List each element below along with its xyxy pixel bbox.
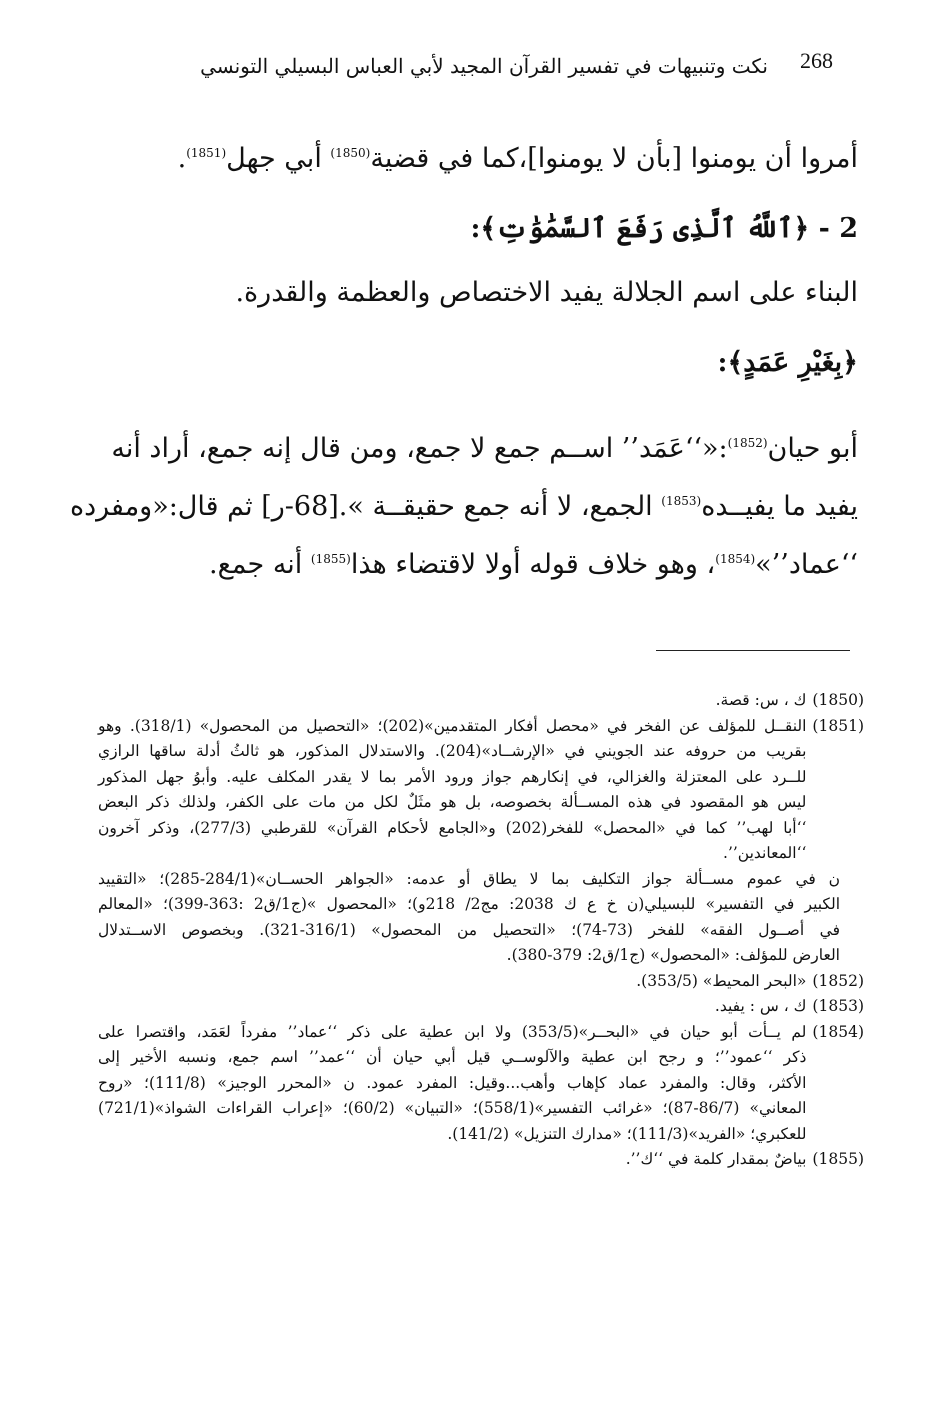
footnote-1852 [98, 969, 864, 995]
footnote-number: (1852) [812, 971, 864, 990]
footnote-ref[interactable]: (1851) [186, 146, 227, 160]
running-header [150, 44, 858, 96]
footnote-number: (1851) [812, 716, 864, 735]
footnote-number: (1855) [812, 1150, 864, 1168]
quranic-phrase-heading: ﴿بِغَيْرِ عَمَدٍ﴾: [717, 347, 858, 378]
footnote-line: النقــل للمؤلف عن الفخر في «محصل أفكار المتقدمين»(202)؛ «التحصيل من المحصول» (318/1). وهو [98, 716, 807, 735]
footnote-line: ليس هو المقصود في هذه المســألة بخصوصه، بل هو مثَلٌ لكل من مات على الكفر، ولذلك ذكر البعض [98, 793, 807, 811]
page-number: 268 [800, 48, 833, 73]
footnote-line: في أصــول الفقه» للفخر (73-74)؛ «التحصيل من المحصول» (316/1-321). وبخصوص الاســتدلال [98, 920, 840, 939]
footnote-line: لم يــأت أبو حيان في «البحــر»(353/5) ولا ابن عطية على ذكر ‘‘عماد’’ مفرداً لعَمَد، واقتصرا على [98, 1022, 807, 1041]
footnote-line: «البحر المحيط» (353/5). [636, 971, 807, 990]
footnote-line: ك ، س: قصة. [715, 691, 807, 709]
footnote-number: (1854) [812, 1022, 864, 1041]
footnote-divider [656, 650, 850, 651]
footnote-line: ‘‘أبا لهب’’ كما في «المحصل» للفخر(202) و«الجامع لأحكام القرآن» للقرطبي (277/3)، وذكر آخرون [98, 818, 807, 837]
text-line: أمروا أن يومنوا [بأن لا يومنوا]،كما في قضية$^{(1850)}$ أبي جهل$^{(1851)}$. [177, 143, 858, 174]
book-title: نكت وتنبيهات في تفسير القرآن المجيد لأبي العباس البسيلي التونسي [200, 54, 768, 78]
text-line: يفيد ما يفيــده$^{(1853)}$ الجمع، لا أنه جمع حقيقــة ».[68-ر] ثم قال:«ومفرده [69, 491, 858, 522]
footnote-line: الأكثر، وقال: والمفرد عماد كإهاب وأهب...وقيل: المفرد عمود. ن «المحرر الوجيز» (111/8)؛ «روح [98, 1073, 807, 1092]
footnote-1851-continued [98, 867, 864, 969]
footnote-ref[interactable]: (1854) [715, 552, 756, 566]
footnote-line: ‘‘المعاندين’’. [723, 844, 807, 862]
footnote-1851 [98, 714, 864, 867]
footnote-ref[interactable]: (1853) [661, 494, 702, 508]
footnote-line: للــرد على المعتزلة والغزالي، في إنكارهم جواز ورود الأمر بما لا يقدر المكلف عليه. وأبوُ جهل المذكور [98, 767, 807, 786]
footnote-1854 [98, 1020, 864, 1148]
footnotes [98, 688, 864, 1173]
footnote-number: (1853) [812, 997, 864, 1015]
footnote-ref[interactable]: (1850) [330, 146, 371, 160]
footnote-line: المعاني» (86/7-87)؛ «غرائب التفسير»(558/1)؛ «التبيان» (60/2)؛ «إعراب القراءات الشواذ»(721/1) [98, 1099, 807, 1117]
main-text [69, 130, 858, 594]
footnote-1850 [98, 688, 864, 714]
footnote-line: العارض للمؤلف: «المحصول» (ج1/ق2: 379-380). [506, 946, 840, 964]
footnote-line: ذكر ‘‘عمود’’؛ و رجح ابن عطية والآلوســي قيل أبي حيان أن ‘‘عمد’’ اسم جمع، ونسبه الأخير إلى [98, 1048, 807, 1066]
text-line: ‘‘عماد’’»$^{(1854)}$، وهو خلاف قوله أولا لاقتضاء هذا$^{(1855)}$ أنه جمع. [208, 549, 858, 580]
footnote-line: الكبير في التفسير» للبسيلي(ن خ ع ك 2038: مج2/ 218و)؛ «المحصول »(ج1/ق2 :363-399)؛ «المعالم [98, 895, 841, 913]
footnote-line: ك ، س : يفيد. [714, 997, 807, 1015]
footnote-1855 [98, 1147, 864, 1173]
footnote-line: بياضٌ بمقدار كلمة في ‘‘ك’’. [625, 1150, 807, 1168]
text-line: أبو حيان$^{(1852)}$:«‘‘عَمَد’’ اســم جمع لا جمع، ومن قال إنه جمع، أراد أنه [111, 433, 858, 464]
footnote-line: بقريب من حروفه عند الجويني في «الإرشــاد»(204). والاستدلال المذكور، هو ثالثُ أدلة ساقها الرازي [98, 742, 807, 760]
footnote-line: للعكبري؛ «الفريد»(111/3)؛ «مدارك التنزيل» (141/2). [447, 1124, 807, 1143]
text-line: البناء على اسم الجلالة يفيد الاختصاص والعظمة والقدرة. [235, 277, 858, 308]
footnote-line: ن في عموم مســألة جواز التكليف بما لا يطاق أو عدمه: «الجواهر الحســان»(284/1-285)؛ «التقييد [98, 869, 840, 888]
footnote-ref[interactable]: (1852) [727, 436, 768, 450]
footnote-ref[interactable]: (1855) [310, 552, 351, 566]
footnote-1853 [98, 994, 864, 1020]
footnote-number: (1850) [812, 691, 864, 709]
section-heading: 2 - ﴿ٱللَّهُ ٱلَّذِى رَفَعَ ٱلسَّمَٰوَٰتِ﴾: [470, 213, 858, 244]
